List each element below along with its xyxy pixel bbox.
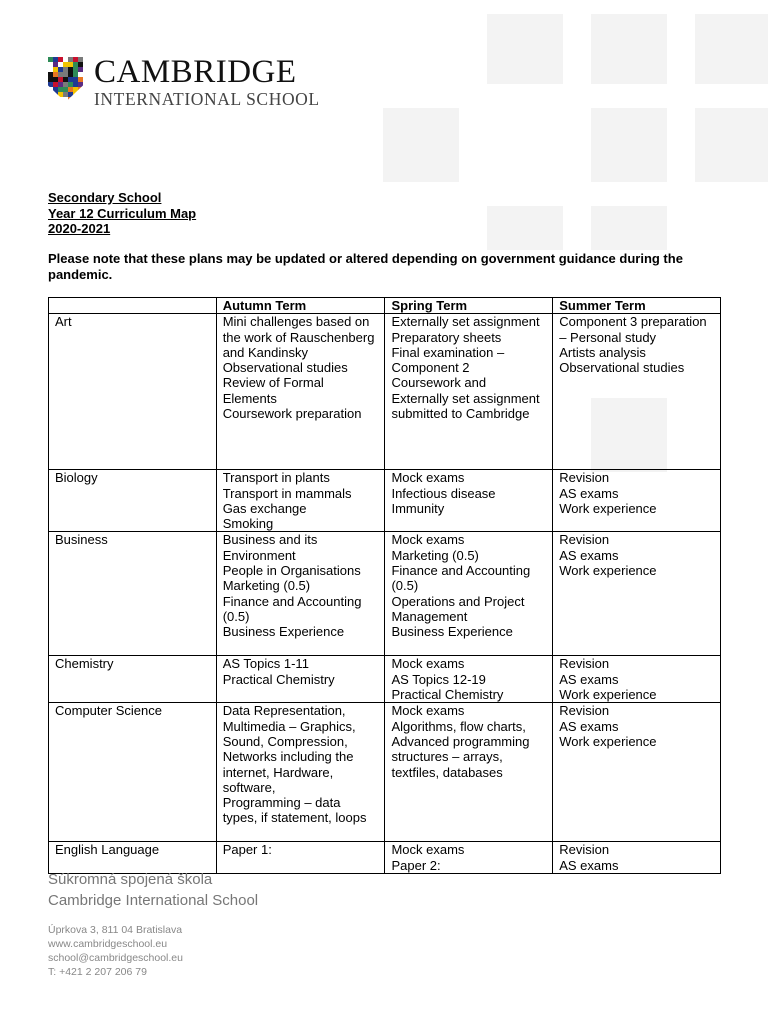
topic-line: Work experience (559, 733, 657, 749)
footer-phone: T: +421 2 207 206 79 (48, 966, 147, 978)
topic-line: Finance and Accounting (0.5) (222, 593, 362, 624)
header-spring: Spring Term (385, 298, 553, 314)
subject-cell: Computer Science (49, 703, 217, 842)
header-summer: Summer Term (553, 298, 721, 314)
topic-line: AS Topics 1-11 (222, 656, 309, 672)
topic-line: Observational studies (222, 360, 348, 376)
topic-line: Mock exams (391, 656, 465, 672)
footer-email[interactable]: school@cambridgeschool.eu (48, 952, 183, 964)
summer-cell (553, 842, 721, 874)
spring-cell (385, 470, 553, 532)
topic-line: Review of Formal Elements (222, 375, 324, 406)
topic-line: Mock exams (391, 703, 465, 719)
footer-contact (48, 923, 183, 979)
header-autumn: Autumn Term (216, 298, 385, 314)
topic-line: AS exams (559, 857, 619, 873)
table-row (49, 656, 721, 703)
topic-line: Work experience (559, 500, 657, 516)
topic-line: Programming – data types, if statement, loops (222, 795, 367, 826)
spring-cell (385, 703, 553, 842)
topic-line: Finance and Accounting (0.5) (391, 563, 531, 594)
subject-cell: Art (49, 314, 217, 470)
autumn-cell (216, 656, 385, 703)
topic-line: Business and its Environment (222, 532, 318, 563)
topic-line: Marketing (0.5) (222, 578, 311, 594)
table-row (49, 314, 721, 470)
topic-line: Operations and Project Management (391, 593, 525, 624)
autumn-cell (216, 470, 385, 532)
subject-cell: English Language (49, 842, 217, 874)
topic-line: Revision (559, 703, 610, 719)
topic-line: Data Representation, Multimedia – Graphics, Sound, Compression, Networks including the internet, Hardware, software, (222, 703, 356, 795)
autumn-cell (216, 532, 385, 656)
topic-line: Mini challenges based on the work of Rauschenberg and Kandinsky (222, 314, 375, 360)
topic-line: Coursework and Externally set assignment submitted to Cambridge (391, 375, 540, 422)
crest-icon (47, 56, 84, 102)
topic-line: Immunity (391, 500, 445, 516)
topic-line: Mock exams (391, 842, 465, 858)
topic-line: Component 3 preparation – Personal study (559, 314, 707, 345)
topic-line: Preparatory sheets (391, 329, 502, 345)
topic-line: AS exams (559, 671, 619, 687)
summer-cell (553, 314, 721, 470)
topic-line: Business Experience (222, 624, 345, 640)
topic-line: Transport in mammals (222, 485, 352, 501)
topic-line: Practical Chemistry (391, 687, 504, 703)
topic-line: Work experience (559, 687, 657, 703)
curriculum-table (48, 297, 721, 874)
pandemic-notice: Please note that these plans may be updated or altered depending on government guidance during the pandemic. (48, 251, 683, 282)
topic-line: AS exams (559, 547, 619, 563)
topic-line: Observational studies (559, 360, 685, 376)
topic-line: Transport in plants (222, 470, 330, 486)
footer-school-name (48, 869, 258, 911)
subject-cell: Business (49, 532, 217, 656)
summer-cell (553, 656, 721, 703)
topic-line: Revision (559, 656, 610, 672)
topic-line: Paper 2: (391, 857, 441, 873)
spring-cell (385, 842, 553, 874)
logo-name: CAMBRIDGE (94, 54, 297, 90)
topic-line: AS Topics 12-19 (391, 671, 486, 687)
footer-name-sk: Súkromná spojená škola (48, 871, 213, 888)
summer-cell (553, 532, 721, 656)
topic-line: Practical Chemistry (222, 671, 335, 687)
topic-line: Smoking (222, 516, 274, 532)
heading-title: Year 12 Curriculum Map (48, 205, 197, 221)
heading-year: 2020-2021 (48, 221, 111, 236)
autumn-cell (216, 314, 385, 470)
spring-cell (385, 656, 553, 703)
logo-subtitle: INTERNATIONAL SCHOOL (94, 89, 320, 109)
topic-line: Final examination – Component 2 (391, 344, 505, 376)
topic-line: Algorithms, flow charts, Advanced programming structures – arrays, textfiles, databases (391, 718, 530, 780)
topic-line: Revision (559, 842, 610, 858)
topic-line: Revision (559, 470, 610, 486)
summer-cell (553, 470, 721, 532)
spring-cell (385, 532, 553, 656)
footer-name-en: Cambridge International School (48, 892, 259, 909)
topic-line: Gas exchange (222, 500, 307, 516)
topic-line: Infectious disease (391, 485, 496, 501)
table-header-row (49, 298, 721, 314)
table-row (49, 703, 721, 842)
topic-line: Work experience (559, 563, 657, 579)
topic-line: Coursework preparation (222, 406, 362, 422)
summer-cell (553, 703, 721, 842)
subject-cell: Biology (49, 470, 217, 532)
topic-line: Marketing (0.5) (391, 547, 479, 563)
table-row (49, 532, 721, 656)
topic-line: Externally set assignment (391, 314, 540, 330)
topic-line: People in Organisations (222, 563, 361, 579)
topic-line: Business Experience (391, 624, 513, 640)
topic-line: AS exams (559, 718, 619, 734)
header-subject (49, 298, 217, 314)
topic-line: Mock exams (391, 532, 465, 548)
footer-website[interactable]: www.cambridgeschool.eu (48, 938, 168, 950)
topic-line: AS exams (559, 485, 619, 501)
table-row (49, 470, 721, 532)
subject-cell: Chemistry (49, 656, 217, 703)
heading-school: Secondary School (48, 190, 162, 205)
topic-line: Artists analysis (559, 344, 646, 360)
autumn-cell (216, 703, 385, 842)
topic-line: Revision (559, 532, 610, 548)
document-heading (48, 190, 196, 237)
topic-line: Mock exams (391, 470, 465, 486)
footer-address: Úprkova 3, 811 04 Bratislava (48, 924, 183, 936)
school-logo (47, 56, 320, 108)
spring-cell (385, 314, 553, 470)
topic-line: Paper 1: (222, 842, 272, 858)
